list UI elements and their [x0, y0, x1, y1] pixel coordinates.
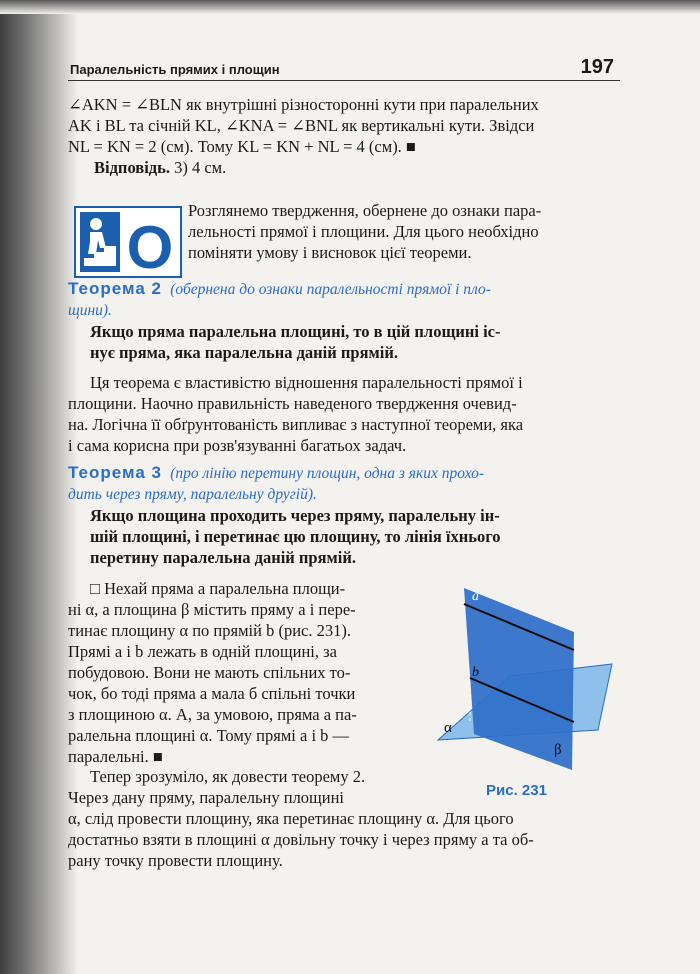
icon-paragraph [188, 200, 618, 263]
theorem-2-statement: нує пряма, яка паралельна даній прямій. [90, 343, 398, 362]
figure-231 [430, 582, 620, 777]
icon-paragraph-line: лельності прямої і площини. Для цього необхідно [188, 222, 539, 241]
proof-line: побудовою. Вони не мають спільних то- [68, 663, 351, 682]
book-spine-shadow [0, 0, 78, 974]
paragraph-2 [68, 372, 618, 456]
label-beta: β [554, 742, 562, 758]
proof-line: □ Нехай пряма a паралельна площи- [90, 579, 346, 598]
final-line: Через дану пряму, паралельну площині [68, 788, 345, 807]
intro-line: NL = KN = 2 (см). Тому KL = KN + NL = 4 (см). ■ [68, 137, 416, 156]
intro-paragraph [68, 94, 618, 178]
proof-line: з площиною α. А, за умовою, пряма a па- [68, 705, 357, 724]
proof-line: чок, бо тоді пряма a мала б спільні точки [68, 684, 356, 703]
theorem-2-note-cont: щини). [68, 302, 112, 319]
label-a: a [472, 589, 479, 604]
theorem-2 [68, 278, 618, 363]
intro-line: ∠AKN = ∠BLN як внутрішні різносторонні кути при паралельних [68, 95, 539, 114]
label-b: b [472, 665, 479, 680]
paragraph-line: і сама корисна при розв'язуванні багатьох задач. [68, 436, 407, 455]
proof-line: ні α, а площина β містить пряму a і пере- [68, 600, 356, 619]
answer-label: Відповідь. [94, 158, 170, 177]
attention-icon [74, 206, 182, 278]
theorem-2-note: (обернена до ознаки паралельності прямої і пло- [170, 281, 491, 298]
figure-caption: Рис. 231 [486, 782, 547, 799]
person-head-icon [90, 218, 102, 230]
icon-paragraph-line: поміняти умову і висновок цієї теореми. [188, 243, 472, 262]
chapter-title: Паралельність прямих і площин [70, 62, 280, 77]
textbook-page [68, 0, 628, 974]
running-header [68, 54, 620, 81]
theorem-2-statement: Якщо пряма паралельна площині, то в цій площині іс- [90, 322, 501, 341]
page-number: 197 [580, 56, 614, 78]
theorem-2-label: Теорема 2 [68, 279, 162, 298]
final-paragraph [68, 766, 618, 871]
proof-paragraph [68, 578, 408, 767]
proof-line: ралельна площині α. Тому прямі a і b — [68, 726, 350, 745]
paragraph-line: площини. Наочно правильність наведеного твердження очевид- [68, 394, 517, 413]
theorem-3-note-cont: дить через пряму, паралельну другій). [68, 486, 317, 503]
label-alpha: α [444, 720, 452, 736]
theorem-3-label: Теорема 3 [68, 463, 162, 482]
theorem-3-statement: Якщо площина проходить через пряму, паралельну ін- [90, 506, 500, 525]
icon-paragraph-line: Розглянемо твердження, обернене до ознаки пара- [188, 201, 542, 220]
proof-line: тинає площину α по прямій b (рис. 231). [68, 621, 351, 640]
final-line: α, слід провести площину, яка перетинає площину α. Для цього [68, 809, 514, 828]
answer-value: 3) 4 см. [169, 158, 227, 177]
theorem-3-statement: перетину паралельна даній прямій. [90, 548, 356, 567]
proof-line: паралельні. ■ [68, 747, 163, 766]
theorem-3 [68, 462, 618, 568]
paragraph-line: Ця теорема є властивістю відношення паралельності прямої і [90, 373, 523, 392]
final-line: Тепер зрозуміло, як довести теорему 2. [90, 767, 366, 786]
intro-line: AK і BL та січній KL, ∠KNA = ∠BNL як вертикальні кути. Звідси [68, 116, 535, 135]
final-line: достатньо взяти в площині α довільну точку і через пряму a та об- [68, 830, 534, 849]
proof-line: Прямі a і b лежать в одній площині, за [68, 642, 337, 661]
paragraph-line: на. Логічна її обґрунтованість випливає з наступної теореми, яка [68, 415, 524, 434]
theorem-3-statement: шій площині, і перетинає цю площину, то лінія їхнього [90, 527, 501, 546]
letter-o-icon: O [126, 214, 174, 276]
answer-line [68, 157, 618, 178]
theorem-3-note: (про лінію перетину площин, одна з яких прохо- [170, 465, 485, 482]
final-line: рану точку провести площину. [68, 851, 283, 870]
